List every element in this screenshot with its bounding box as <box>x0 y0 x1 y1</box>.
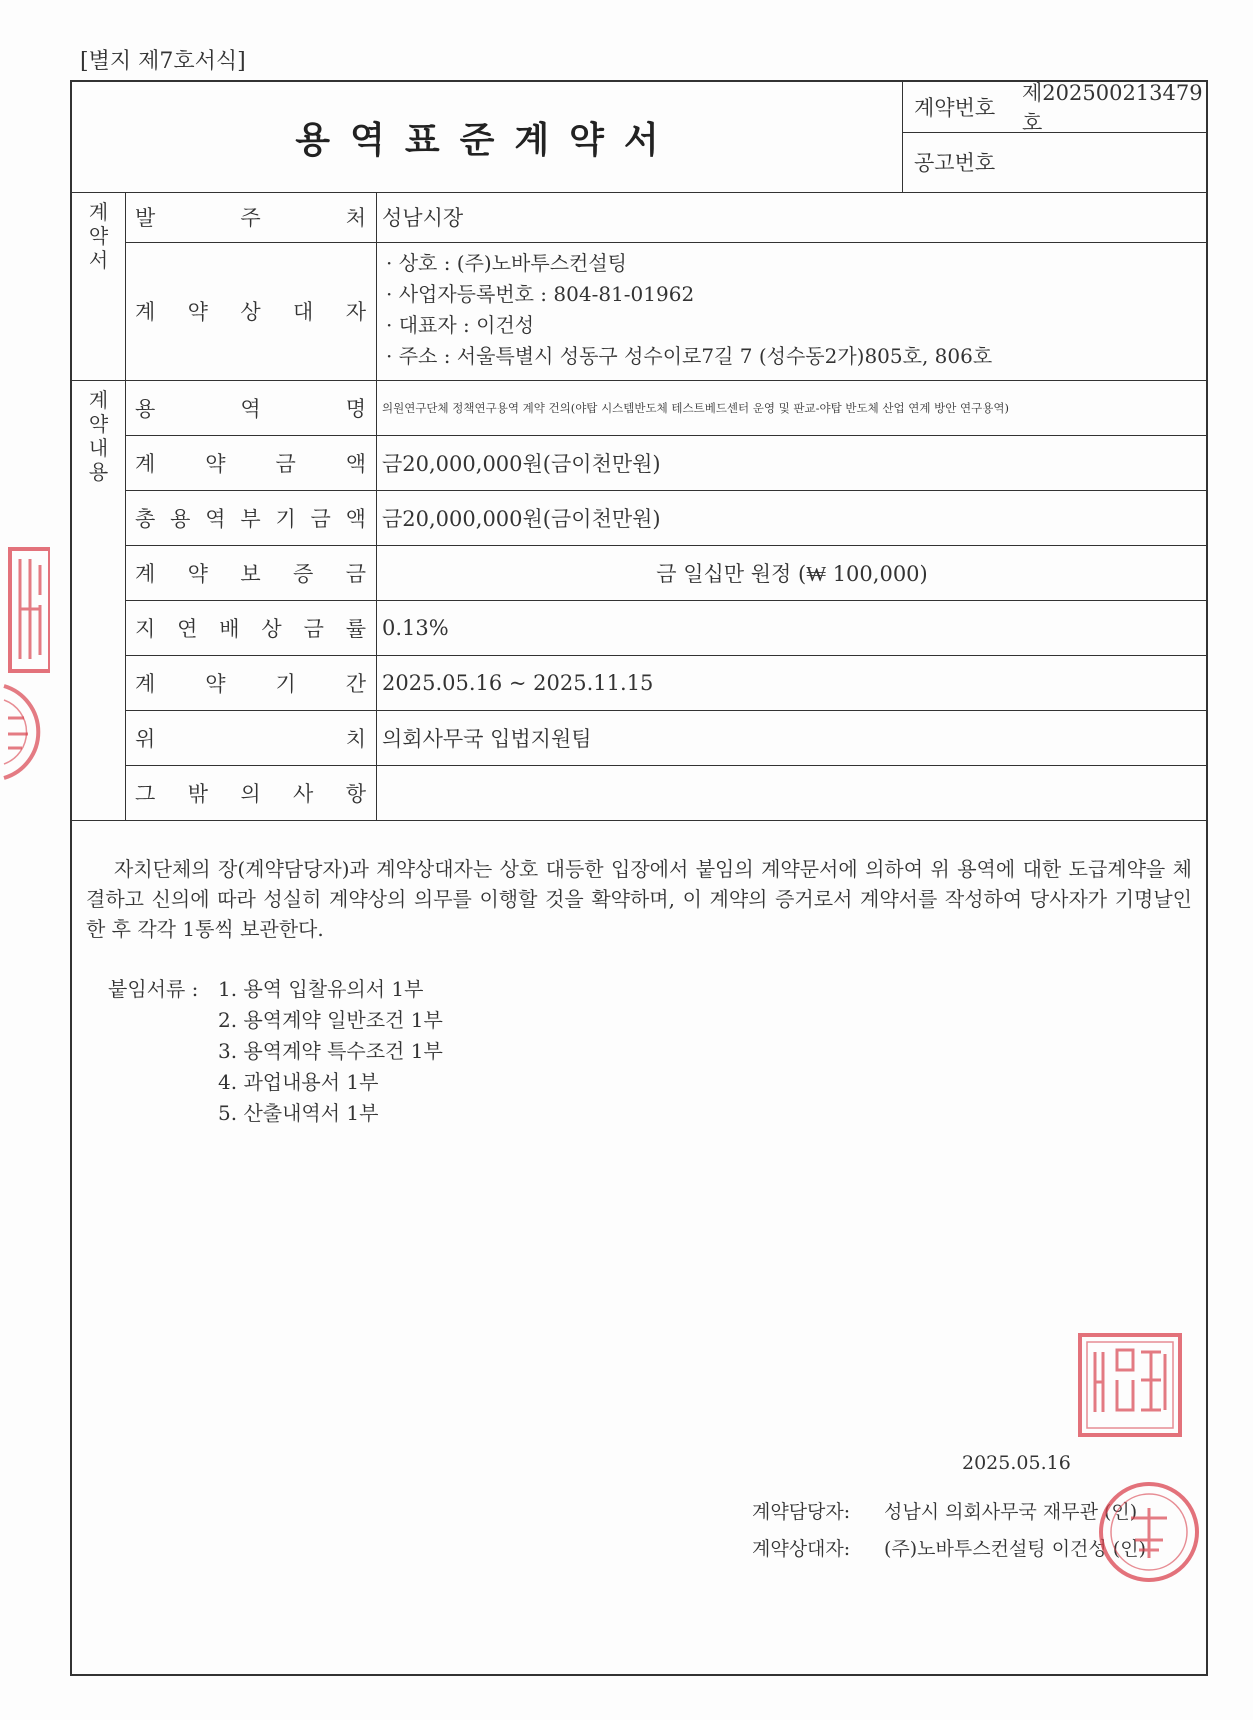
counterparty-label: 계 약 상 대 자 <box>135 300 366 324</box>
location-value: 의회사무국 입법지원팀 <box>382 726 592 751</box>
counterparty-details <box>386 248 1196 372</box>
contract-deposit-label: 계 약 보 증 금 <box>135 561 366 586</box>
delay-penalty-rate-label: 지 연 배 상 금 률 <box>135 616 366 641</box>
attachment-item: 2. 용역계약 일반조건 1부 <box>218 1008 443 1032</box>
round-seal-stamp <box>1095 1478 1203 1586</box>
counterparty-address: · 주소 : 서울특별시 성동구 성수이로7길 7 (성수동2가)805호, 806호 <box>386 344 993 368</box>
contract-frame <box>70 80 1208 1676</box>
signatory-officer-label: 계약담당자: <box>752 1501 851 1523</box>
contract-number-value: 제202500213479호 <box>1022 81 1203 135</box>
orderer-value: 성남시장 <box>382 206 464 230</box>
notice-number-value <box>1022 132 1208 192</box>
attachment-item: 5. 산출내역서 1부 <box>218 1101 379 1125</box>
counterparty-company: · 상호 : (주)노바투스컨설팅 <box>386 251 627 275</box>
signatory-contractor-label: 계약상대자: <box>752 1538 851 1560</box>
other-matters-value <box>376 765 1208 820</box>
attachments-label: 붙임서류 : <box>108 977 199 1001</box>
service-name-value: 의원연구단체 정책연구용역 계약 건의(야탑 시스템반도체 테스트베드센터 운영 및 판교-야탑 반도체 산업 연계 방안 연구용역) <box>382 400 1009 415</box>
contract-amount-value: 금20,000,000원(금이천만원) <box>382 451 661 476</box>
counterparty-representative: · 대표자 : 이건성 <box>386 313 535 337</box>
location-label: 위 치 <box>135 726 366 751</box>
total-service-amount-value: 금20,000,000원(금이천만원) <box>382 506 661 531</box>
counterparty-business-number: · 사업자등록번호 : 804-81-01962 <box>386 282 695 306</box>
margin-round-seal-stamp <box>0 678 46 788</box>
section-content-label: 계약내용 <box>88 388 109 484</box>
orderer-label: 발 주 처 <box>135 206 366 230</box>
other-matters-label: 그 밖 의 사 항 <box>135 781 366 806</box>
contract-deposit-value: 금 일십만 원정 (₩ 100,000) <box>656 561 928 586</box>
attachments-list <box>218 974 718 1129</box>
signatory-contractor-value: (주)노바투스컨설팅 이건성 (인) <box>884 1538 1146 1560</box>
attachment-item: 1. 용역 입찰유의서 1부 <box>218 977 424 1001</box>
service-name-label: 용 역 명 <box>135 396 366 421</box>
contract-amount-label: 계 약 금 액 <box>135 451 366 476</box>
contract-date: 2025.05.16 <box>962 1452 1071 1474</box>
attachment-item: 4. 과업내용서 1부 <box>218 1070 379 1094</box>
document-title: 용역표준계약서 <box>295 118 679 161</box>
attachment-item: 3. 용역계약 특수조건 1부 <box>218 1039 443 1063</box>
signatory-officer-value: 성남시 의회사무국 재무관 (인) <box>884 1501 1138 1523</box>
contract-body-text: 자치단체의 장(계약담당자)과 계약상대자는 상호 대등한 입장에서 붙임의 계약문서에 의하여 위 용역에 대한 도급계약을 체결하고 신의에 따라 성실히 계약상의 의무를 이행할 것을 확약하며, 이 계약의 증거로서 계약서를 작성하여 당사자가 기명날인한 후 각각 1통씩 보관한다. <box>86 857 1192 941</box>
notice-number-label: 공고번호 <box>914 151 996 175</box>
contract-period-label: 계 약 기 간 <box>135 671 366 696</box>
total-service-amount-label: 총 용 역 부 기 금 액 <box>135 506 366 531</box>
square-seal-stamp <box>1075 1330 1185 1440</box>
form-label: [별지 제7호서식] <box>80 49 246 74</box>
margin-seal-stamp <box>6 545 50 675</box>
delay-penalty-rate-value: 0.13% <box>382 615 449 640</box>
section-contract-label: 계약서 <box>88 200 109 272</box>
contract-period-value: 2025.05.16 ~ 2025.11.15 <box>382 670 654 695</box>
contract-number-label: 계약번호 <box>914 96 996 120</box>
